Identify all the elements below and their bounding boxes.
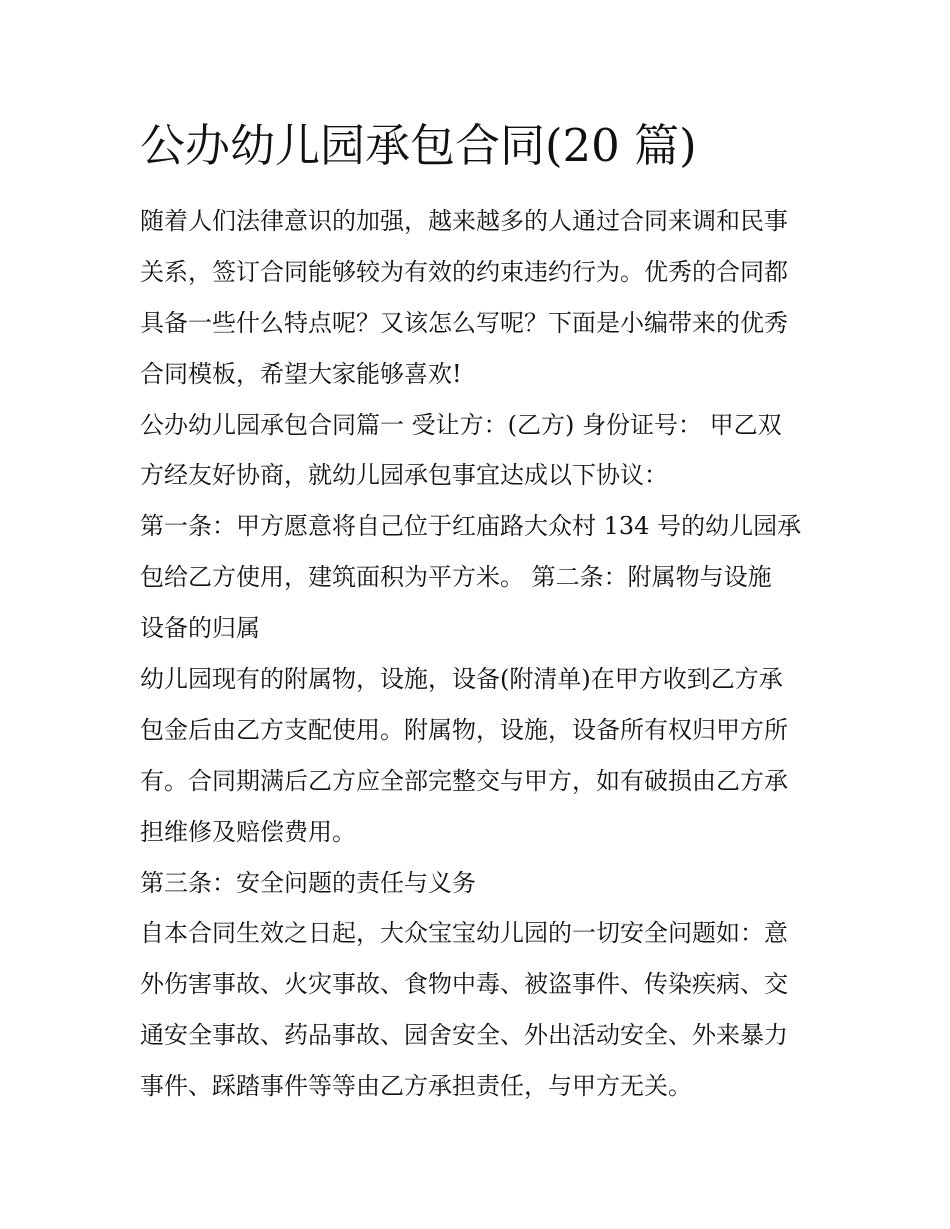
document-body xyxy=(140,196,830,1112)
body-line: 担维修及赔偿费用。 xyxy=(140,817,356,846)
body-line: 设备的归属 xyxy=(140,614,260,643)
body-line: 关系，签订合同能够较为有效的约束违约行为。优秀的合同都 xyxy=(140,257,788,286)
body-line: 通安全事故、药品事故、园舍安全、外出活动安全、外来暴力 xyxy=(140,1021,788,1050)
body-line: 具备一些什么特点呢？又该怎么写呢？下面是小编带来的优秀 xyxy=(140,308,788,337)
body-line: 方经友好协商，就幼儿园承包事宜达成以下协议： xyxy=(140,461,668,490)
body-line: 公办幼儿园承包合同篇一 受让方：(乙方) 身份证号： 甲乙双 xyxy=(140,410,782,439)
body-line: 包给乙方使用，建筑面积为平方米。 第二条：附属物与设施 xyxy=(140,563,772,592)
body-line: 随着人们法律意识的加强，越来越多的人通过合同来调和民事 xyxy=(140,207,788,235)
body-line: 幼儿园现有的附属物，设施，设备(附清单)在甲方收到乙方承 xyxy=(140,665,783,694)
body-line: 自本合同生效之日起，大众宝宝幼儿园的一切安全问题如：意 xyxy=(140,919,788,948)
body-line: 外伤害事故、火灾事故、食物中毒、被盗事件、传染疾病、交 xyxy=(140,970,788,999)
body-line: 第三条：安全问题的责任与义务 xyxy=(140,868,476,897)
body-line: 第一条：甲方愿意将自己位于红庙路大众村 134 号的幼儿园承 xyxy=(140,512,802,541)
body-line: 有。合同期满后乙方应全部完整交与甲方，如有破损由乙方承 xyxy=(140,766,788,795)
body-line: 事件、踩踏事件等等由乙方承担责任，与甲方无关。 xyxy=(140,1072,692,1101)
body-line: 包金后由乙方支配使用。附属物，设施，设备所有权归甲方所 xyxy=(140,715,788,744)
document-title: 公办幼儿园承包合同(20 篇) xyxy=(140,119,697,172)
body-line: 合同模板，希望大家能够喜欢! xyxy=(140,359,462,388)
